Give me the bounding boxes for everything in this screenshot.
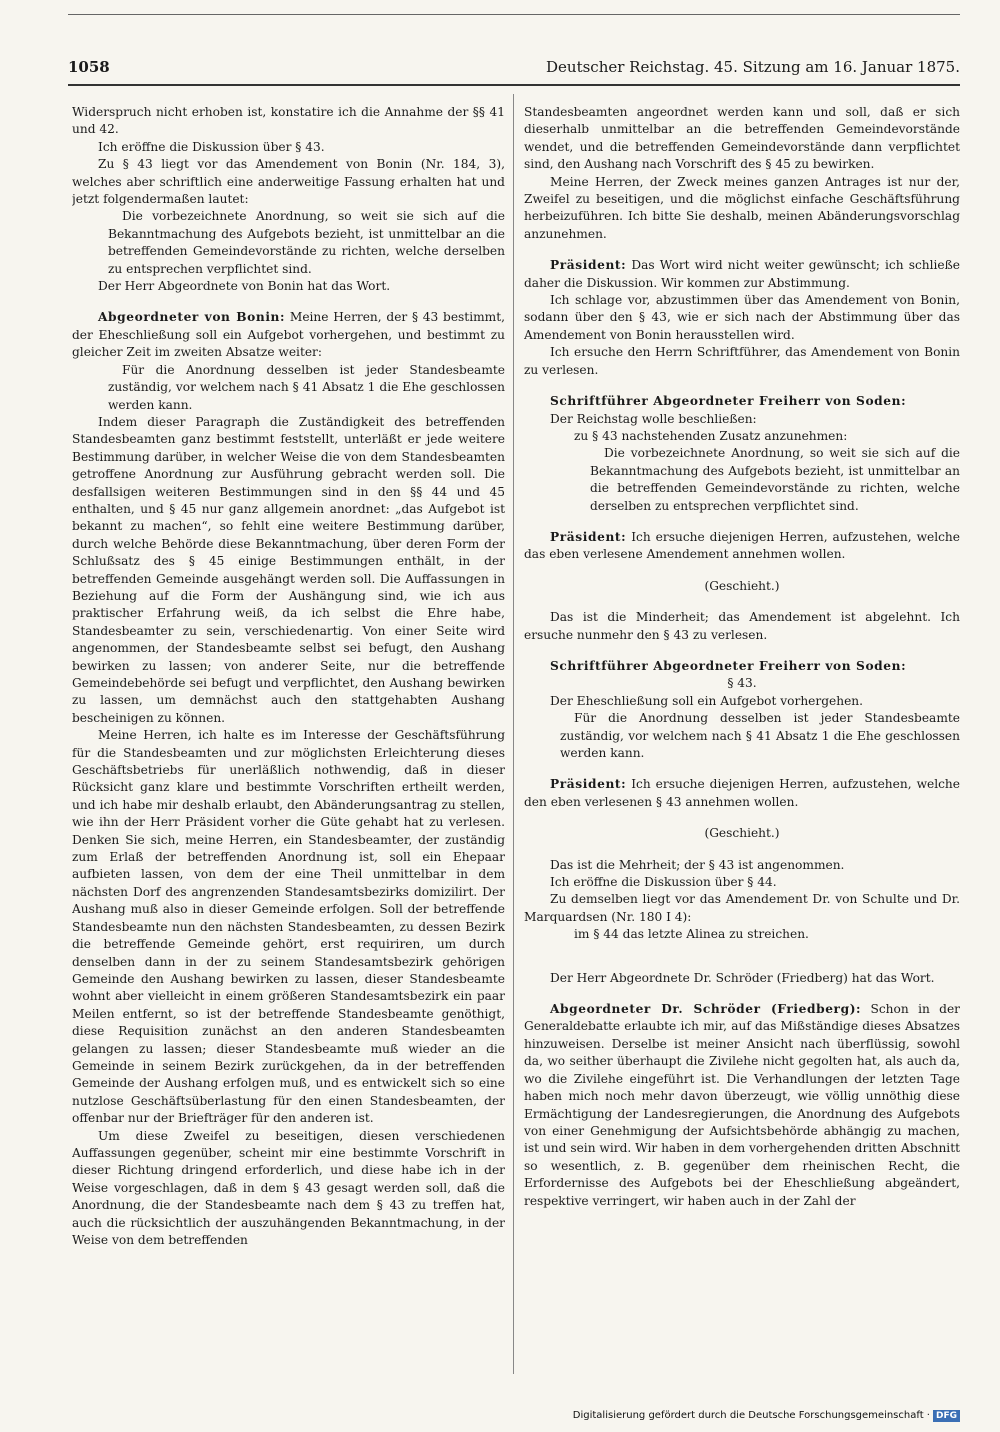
paragraph [524,874,960,891]
speaker-label: Schriftführer Abgeordneter Freiherr von Soden: [550,658,907,673]
speaker-label: Präsident: [550,529,627,544]
paragraph [524,411,960,428]
paragraph-text: Schon in der Generaldebatte erlaubte ich mir, auf das Mißständige dieses Absatzes hinzuweisen. Derselbe ist meiner Ansicht nach überflüssig, sowohl da, wo seither überhaupt die Zivilehe nicht gegolten hat, als auch da, wo die Zivilehe eingeführt ist. Die Verhandlungen der letzten Tage haben mich noch mehr davon überzeugt, wie völlig unnöthig diese Ermächtigung der Landesregierungen, die Anordnung des Aufgebots von einer Genehmigung der Aufsichtsbehörde abhängig zu machen, ist und sein wird. Wir haben in dem vorhergehenden dritten Abschnitt so wesentlich, z. B. gegenüber dem rheinischen Recht, die Erfordernisse des Aufgebots bei der Eheschließung abgeändert, respektive verringert, wir haben auch in der Zahl der [524,1002,960,1208]
paragraph-text: Ich eröffne die Diskussion über § 43. [98,139,325,154]
paragraph-text: Das ist die Minderheit; das Amendement ist abgelehnt. Ich ersuche nunmehr den § 43 zu verlesen. [524,610,960,642]
paragraph-text: Standesbeamten angeordnet werden kann und soll, daß er sich dieserhalb unmittelbar an die betreffenden Gemeindevorstände wendet, und die betreffenden Gemeindevorstände dann verpflichtet sind, den Aushang nach Vorschrift des § 45 zu bewirken. [524,105,960,172]
speaker-label: Präsident: [550,258,627,273]
page-footer [573,1410,960,1422]
paragraph [524,675,960,692]
paragraph-text: Meine Herren, ich halte es im Interesse der Geschäftsführung für die Standesbeamten und zur möglichsten Erleichterung dieses Geschäftsbetriebs für unerläßlich nothwendig, daß in dieser Rücksicht ganz klare und bestimmte Vorschriften ertheilt werden, und ich habe mir deshalb erlaubt, den Abänderungsantrag zu stellen, wie ihn der Herr Präsident vorher die Güte gehabt hat zu verlesen. Denken Sie sich, meine Herren, ein Standesbeamter, der zuständig zum Erlaß der betreffenden Anordnung ist, soll ein Ehepaar aufbieten lassen, von dem der eine Theil unmittelbar in dem nächsten Dorf des angrenzenden Standesamtsbezirks domizilirt. Der Aushang muß also in dieser Gemeinde erfolgen. Soll der betreffende Standesbeamte nun den nächsten Standesbeamten, zu dessen Bezirk die betreffende Gemeinde gehört, erst requiriren, um durch denselben dann in der zu seinem Standesamtsbezirk gehörigen Gemeinde den Aushang bewirken zu lassen, dieser Standesbeamte wohnt aber vielleicht in einem größeren Standesamtsbezirk ein paar Meilen entfernt, so ist der betreffende Standesbeamte genöthigt, diese Requisition zunächst an den anderen Standesbeamten gelangen zu lassen; dieser Standesbeamte muß wieder an die Gemeinde in seinem Bezirk zurückgehen, da in der betreffenden Gemeinde der Aushang erfolgen muß, und es entwickelt sich so eine nutzlose Geschäftsüberlastung für den einen Standesbeamten, der offenbar nur der Briefträger für den anderen ist. [72,728,505,1126]
dfg-logo: DFG [933,1410,960,1422]
paragraph [524,1001,960,1210]
speaker-label: Abgeordneter Dr. Schröder (Friedberg): [550,1002,862,1017]
paragraph-text: Meine Herren, der § 43 bestimmt, der Eheschließung soll ein Aufgebot vorhergehen, und bestimmt zu gleicher Zeit im zweiten Absatze weiter: [72,310,505,360]
paragraph [524,529,960,564]
paragraph [524,658,960,675]
speaker-label: Abgeordneter von Bonin: [98,310,286,325]
paragraph-text: Die vorbezeichnete Anordnung, so weit sie sich auf die Bekanntmachung des Aufgebots bezieht, ist unmittelbar an die betreffenden Gemeindevorstände zu richten, welche derselben zu entsprechen verpflichtet sind. [108,209,505,276]
paragraph [524,776,960,811]
paragraph-text: Das Wort wird nicht weiter gewünscht; ich schließe daher die Diskussion. Wir kommen zur Abstimmung. [524,258,960,290]
left-column [72,104,505,1354]
paragraph-text: § 43. [727,676,757,691]
paragraph [72,414,505,727]
paragraph [524,104,960,174]
paragraph [524,891,960,926]
paragraph-text: Für die Anordnung desselben ist jeder Standesbeamte zuständig, vor welchem nach § 41 Absatz 1 die Ehe geschlossen werden kann. [108,362,505,412]
right-column [524,104,960,1374]
paragraph-text: Ich schlage vor, abzustimmen über das Amendement von Bonin, sodann über den § 43, wie er sich nach der Abstimmung über das Amendement von Bonin herausstellen wird. [524,293,960,342]
speaker-label: Präsident: [550,777,627,792]
paragraph [524,445,960,515]
paragraph-text: zu § 43 nachstehenden Zusatz anzunehmen: [574,428,848,443]
paragraph [524,393,960,410]
paragraph-text: Zu demselben liegt vor das Amendement Dr. von Schulte und Dr. Marquardsen (Nr. 180 I 4): [524,892,960,924]
paragraph-text: Für die Anordnung desselben ist jeder Standesbeamte zuständig, vor welchem nach § 41 Absatz 1 die Ehe geschlossen werden kann. [560,711,960,760]
paragraph [72,362,505,414]
paragraph-text: Um diese Zweifel zu beseitigen, diesen verschiedenen Auffassungen gegenüber, scheint mir eine bestimmte Vorschrift in dieser Richtung dringend erforderlich, und diese habe ich in der Weise vorgeschlagen, daß in dem § 43 gesagt werden soll, daß die Anordnung, die der Standesbeamte nach dem § 43 zu treffen hat, auch die rücksichtlich der auszuhängenden Bekanntmachung, in der Weise von dem betreffenden [72,1128,505,1247]
column-divider [513,94,514,1374]
paragraph-text: (Geschieht.) [704,826,780,841]
paragraph-text: Indem dieser Paragraph die Zuständigkeit des betreffenden Standesbeamten ganz bestimmt feststellt, unterläßt er jede weitere Bestimmung darüber, in welcher Weise die von dem Standesbeamten getroffene Anordnung zur Ausführung gebracht werden soll. Die desfallsigen weiteren Bestimmungen sind in den §§ 44 und 45 enthalten, und § 45 nur ganz allgemein anordnet: „das Aufgebot ist bekannt zu machen“, so fehlt eine weitere Bestimmung darüber, durch welche Behörde diese Bekanntmachung, über deren Form der Schlußsatz des § 45 einige Bestimmungen enthält, in der betreffenden Gemeinde ausgehängt werden soll. Die Auffassungen in Beziehung auf die Form der Aushängung sind, wie ich aus praktischer Erfahrung weiß, da ich selbst die Ehre habe, Standesbeamter zu sein, verschiedenartig. Von einer Seite wird angenommen, der Standesbeamte selbst sei befugt, den Aushang bewirken zu lassen; von anderer Seite, nur die betreffende Gemeindebehörde sei befugt und verpflichtet, den Aushang bewirken zu lassen, um demnächst auch den stattgehabten Aushang bescheinigen zu können. [72,414,505,725]
top-rule [68,14,960,15]
paragraph-text: Ich eröffne die Diskussion über § 44. [550,875,777,890]
paragraph-text: Die vorbezeichnete Anordnung, so weit sie sich auf die Bekanntmachung des Aufgebots bezieht, ist unmittelbar an die betreffenden Gemeindevorstände zu richten, welche derselben zu entsprechen verpflichtet sind. [590,446,960,513]
paragraph-text: im § 44 das letzte Alinea zu streichen. [574,927,809,942]
paragraph [524,609,960,644]
paragraph-text: Der Reichstag wolle beschließen: [550,411,757,426]
paragraph [72,208,505,278]
paragraph-text: Das ist die Mehrheit; der § 43 ist angenommen. [550,857,845,872]
paragraph [72,727,505,1127]
paragraph-text: Ich ersuche diejenigen Herren, aufzustehen, welche den eben verlesenen § 43 annehmen wollen. [524,777,960,809]
paragraph [524,710,960,762]
paragraph [524,428,960,445]
page-number: 1058 [68,58,110,76]
paragraph [72,1128,505,1250]
header-rule [68,84,960,86]
paragraph [72,156,505,208]
page-header [68,58,960,84]
paragraph [72,278,505,295]
paragraph [524,344,960,379]
paragraph-text: Ich ersuche diejenigen Herren, aufzustehen, welche das eben verlesene Amendement annehmen wollen. [524,529,960,562]
paragraph [524,926,960,943]
paragraph-text: Ich ersuche den Herrn Schriftführer, das Amendement von Bonin zu verlesen. [524,345,960,377]
paragraph [524,970,960,987]
paragraph-text: Der Herr Abgeordnete Dr. Schröder (Friedberg) hat das Wort. [550,970,935,985]
paragraph [524,825,960,842]
paragraph [524,292,960,344]
paragraph-text: Meine Herren, der Zweck meines ganzen Antrages ist nur der, Zweifel zu beseitigen, und die möglichst einfache Geschäftsführung herbeizuführen. Ich bitte Sie deshalb, meinen Abänderungsvorschlag anzunehmen. [524,174,960,241]
paragraph-text: Zu § 43 liegt vor das Amendement von Bonin (Nr. 184, 3), welches aber schriftlich eine anderweitige Fassung erhalten hat und jetzt folgendermaßen lautet: [72,157,505,207]
paragraph [72,104,505,139]
paragraph-text: Widerspruch nicht erhoben ist, konstatire ich die Annahme der §§ 41 und 42. [72,105,505,137]
paragraph [524,693,960,710]
paragraph [524,578,960,595]
paragraph [524,257,960,292]
footer-text: Digitalisierung gefördert durch die Deutsche Forschungsgemeinschaft · [572,1410,930,1421]
paragraph-text: (Geschieht.) [704,578,780,593]
paragraph-text: Der Eheschließung soll ein Aufgebot vorhergehen. [550,693,864,708]
paragraph [72,139,505,156]
paragraph-text: Der Herr Abgeordnete von Bonin hat das Wort. [98,279,391,294]
paragraph [72,309,505,361]
paragraph [524,174,960,244]
speaker-label: Schriftführer Abgeordneter Freiherr von Soden: [550,394,907,409]
paragraph [524,857,960,874]
running-head: Deutscher Reichstag. 45. Sitzung am 16. Januar 1875. [546,58,960,76]
